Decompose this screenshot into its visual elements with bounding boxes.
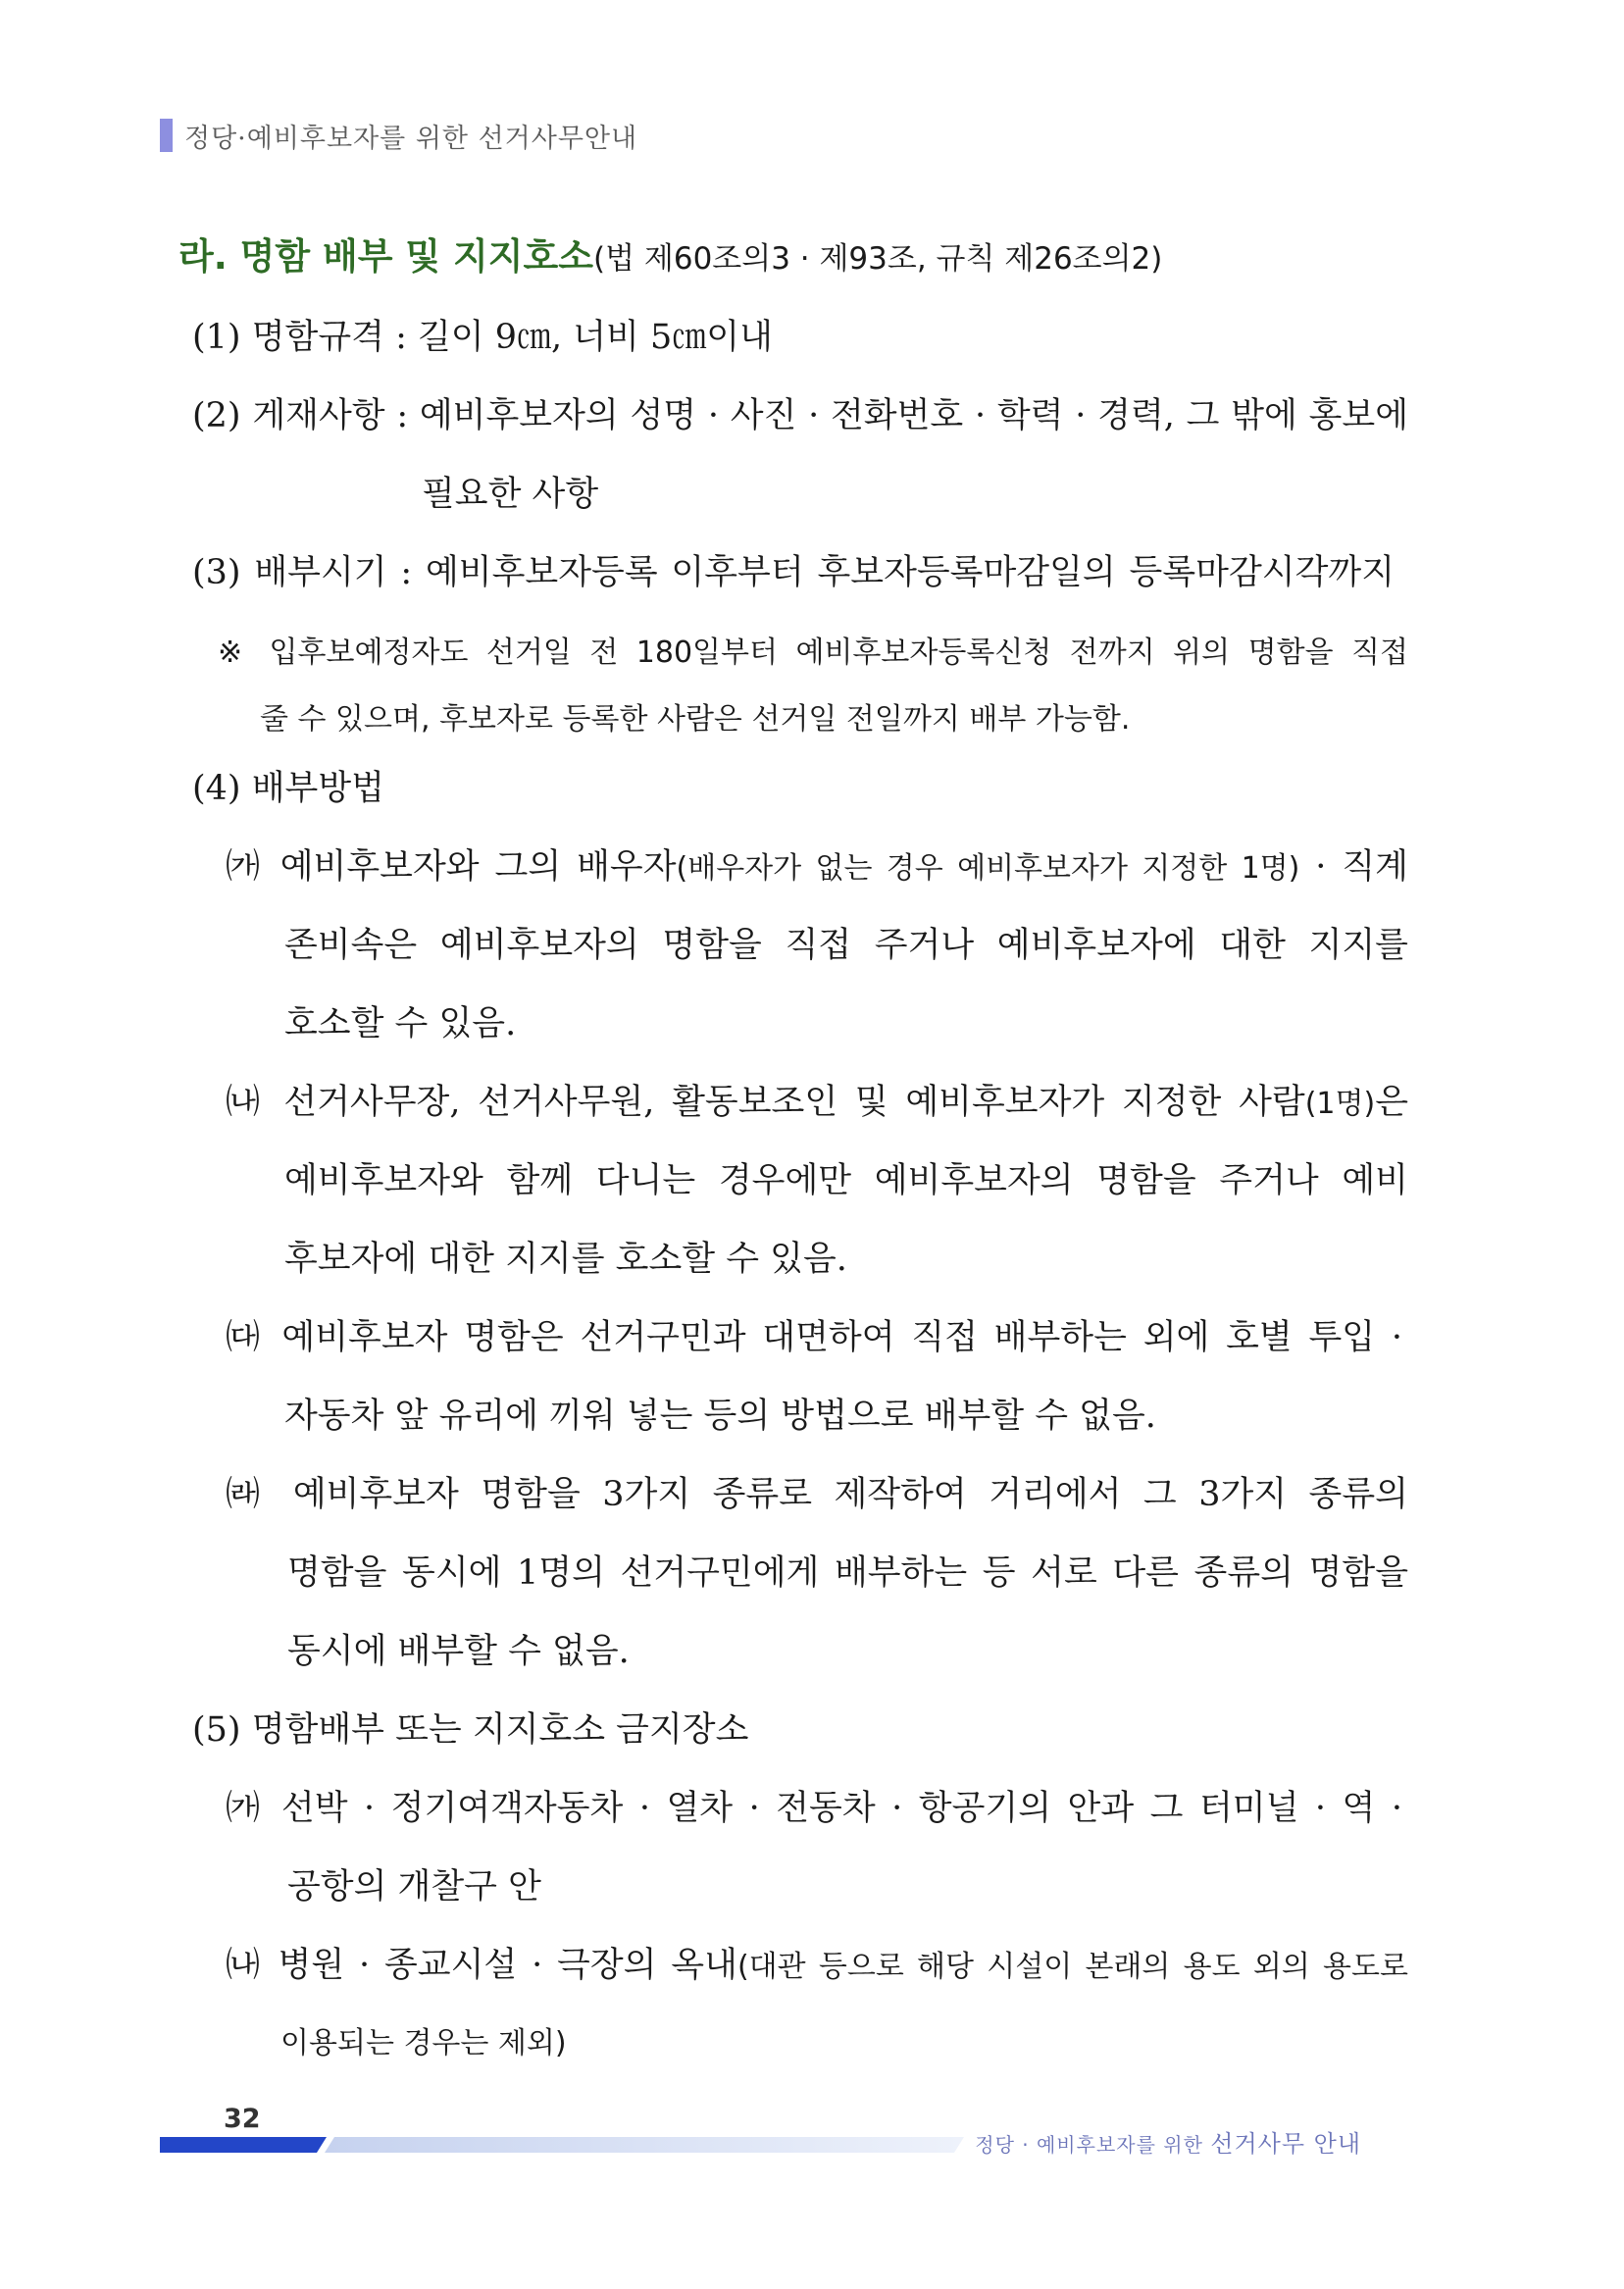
item-4-ra-line-1: ㈑ 예비후보자 명함을 3가지 종류로 제작하여 거리에서 그 3가지 종류의 xyxy=(226,1475,1408,1514)
section-heading xyxy=(178,235,1162,280)
section-reference: (법 제60조의3 · 제93조, 규칙 제26조의2) xyxy=(593,241,1163,277)
item-4-na-parenthetical: (1명) xyxy=(1304,1087,1376,1121)
footer-bar xyxy=(160,2137,964,2153)
item-4-ra-line-2: 명함을 동시에 1명의 선거구민에게 배부하는 등 서로 다른 종류의 명함을 xyxy=(287,1553,1408,1593)
footer-bar-accent xyxy=(160,2137,327,2153)
item-4-ga-line-3: 호소할 수 있음. xyxy=(284,1004,517,1043)
item-5-na-text: ㈏ 병원 · 종교시설 · 극장의 옥내 xyxy=(226,1946,737,1985)
footer-bar-light xyxy=(325,2137,964,2153)
footer-title xyxy=(975,2124,1361,2159)
footer-title-small: 정당 · 예비후보자를 위한 xyxy=(975,2133,1203,2157)
item-4-na-line-2: 예비후보자와 함께 다니는 경우에만 예비후보자의 명함을 주거나 예비 xyxy=(284,1161,1408,1200)
item-2-line-1: (2) 게재사항 : 예비후보자의 성명 · 사진 · 전화번호 · 학력 · 경력, 그 밖에 홍보에 xyxy=(192,396,1408,435)
item-3: (3) 배부시기 : 예비후보자등록 이후부터 후보자등록마감일의 등록마감시각까지 xyxy=(192,553,1395,592)
footer-title-big: 선거사무 안내 xyxy=(1210,2130,1361,2158)
header-title: 정당·예비후보자를 위한 선거사무안내 xyxy=(184,123,638,154)
item-5-na-line-1 xyxy=(226,1944,1408,1989)
item-5-na-line-2: 이용되는 경우는 제외) xyxy=(280,2026,567,2060)
item-4-na-text: ㈏ 선거사무장, 선거사무원, 활동보조인 및 예비후보자가 지정한 사람 xyxy=(226,1083,1305,1122)
header-accent-bar xyxy=(160,119,173,152)
running-header xyxy=(160,116,637,155)
item-5-ga-line-2: 공항의 개찰구 안 xyxy=(287,1867,541,1907)
item-4-da-line-1: ㈐ 예비후보자 명함은 선거구민과 대면하여 직접 배부하는 외에 호별 투입 · xyxy=(226,1318,1402,1357)
item-4-ga-text: ㈎ 예비후보자와 그의 배우자 xyxy=(226,847,677,887)
item-4-ga-parenthetical: (배우자가 없는 경우 예비후보자가 지정한 1명) xyxy=(676,851,1300,886)
section-title: 라. 명함 배부 및 지지호소 xyxy=(178,235,594,278)
item-4-ga-tail: · 직계 xyxy=(1299,847,1408,887)
item-5: (5) 명함배부 또는 지지호소 금지장소 xyxy=(192,1710,749,1750)
item-2-line-2: 필요한 사항 xyxy=(422,475,599,514)
page-number: 32 xyxy=(224,2104,261,2134)
item-4-ga-line-1 xyxy=(226,845,1408,890)
item-4-na-line-1 xyxy=(226,1081,1408,1126)
note-line-1: ※ 입후보예정자도 선거일 전 180일부터 예비후보자등록신청 전까지 위의 명함을 직접 xyxy=(218,636,1408,670)
item-4-ga-line-2: 존비속은 예비후보자의 명함을 직접 주거나 예비후보자에 대한 지지를 xyxy=(284,926,1408,965)
item-4-na-tail: 은 xyxy=(1375,1083,1408,1122)
item-4: (4) 배부방법 xyxy=(192,769,384,808)
item-5-ga-line-1: ㈎ 선박 · 정기여객자동차 · 열차 · 전동차 · 항공기의 안과 그 터미널 · 역 · xyxy=(226,1789,1402,1828)
item-5-na-parenthetical: (대관 등으로 해당 시설이 본래의 용도 외의 용도로 xyxy=(736,1950,1409,1984)
item-4-da-line-2: 자동차 앞 유리에 끼워 넣는 등의 방법으로 배부할 수 없음. xyxy=(284,1397,1156,1436)
item-4-ra-line-3: 동시에 배부할 수 없음. xyxy=(287,1632,630,1671)
item-1: (1) 명함규격 : 길이 9㎝, 너비 5㎝이내 xyxy=(192,318,773,357)
note-line-2: 줄 수 있으며, 후보자로 등록한 사람은 선거일 전일까지 배부 가능함. xyxy=(260,702,1131,737)
item-4-na-line-3: 후보자에 대한 지지를 호소할 수 있음. xyxy=(284,1240,847,1279)
